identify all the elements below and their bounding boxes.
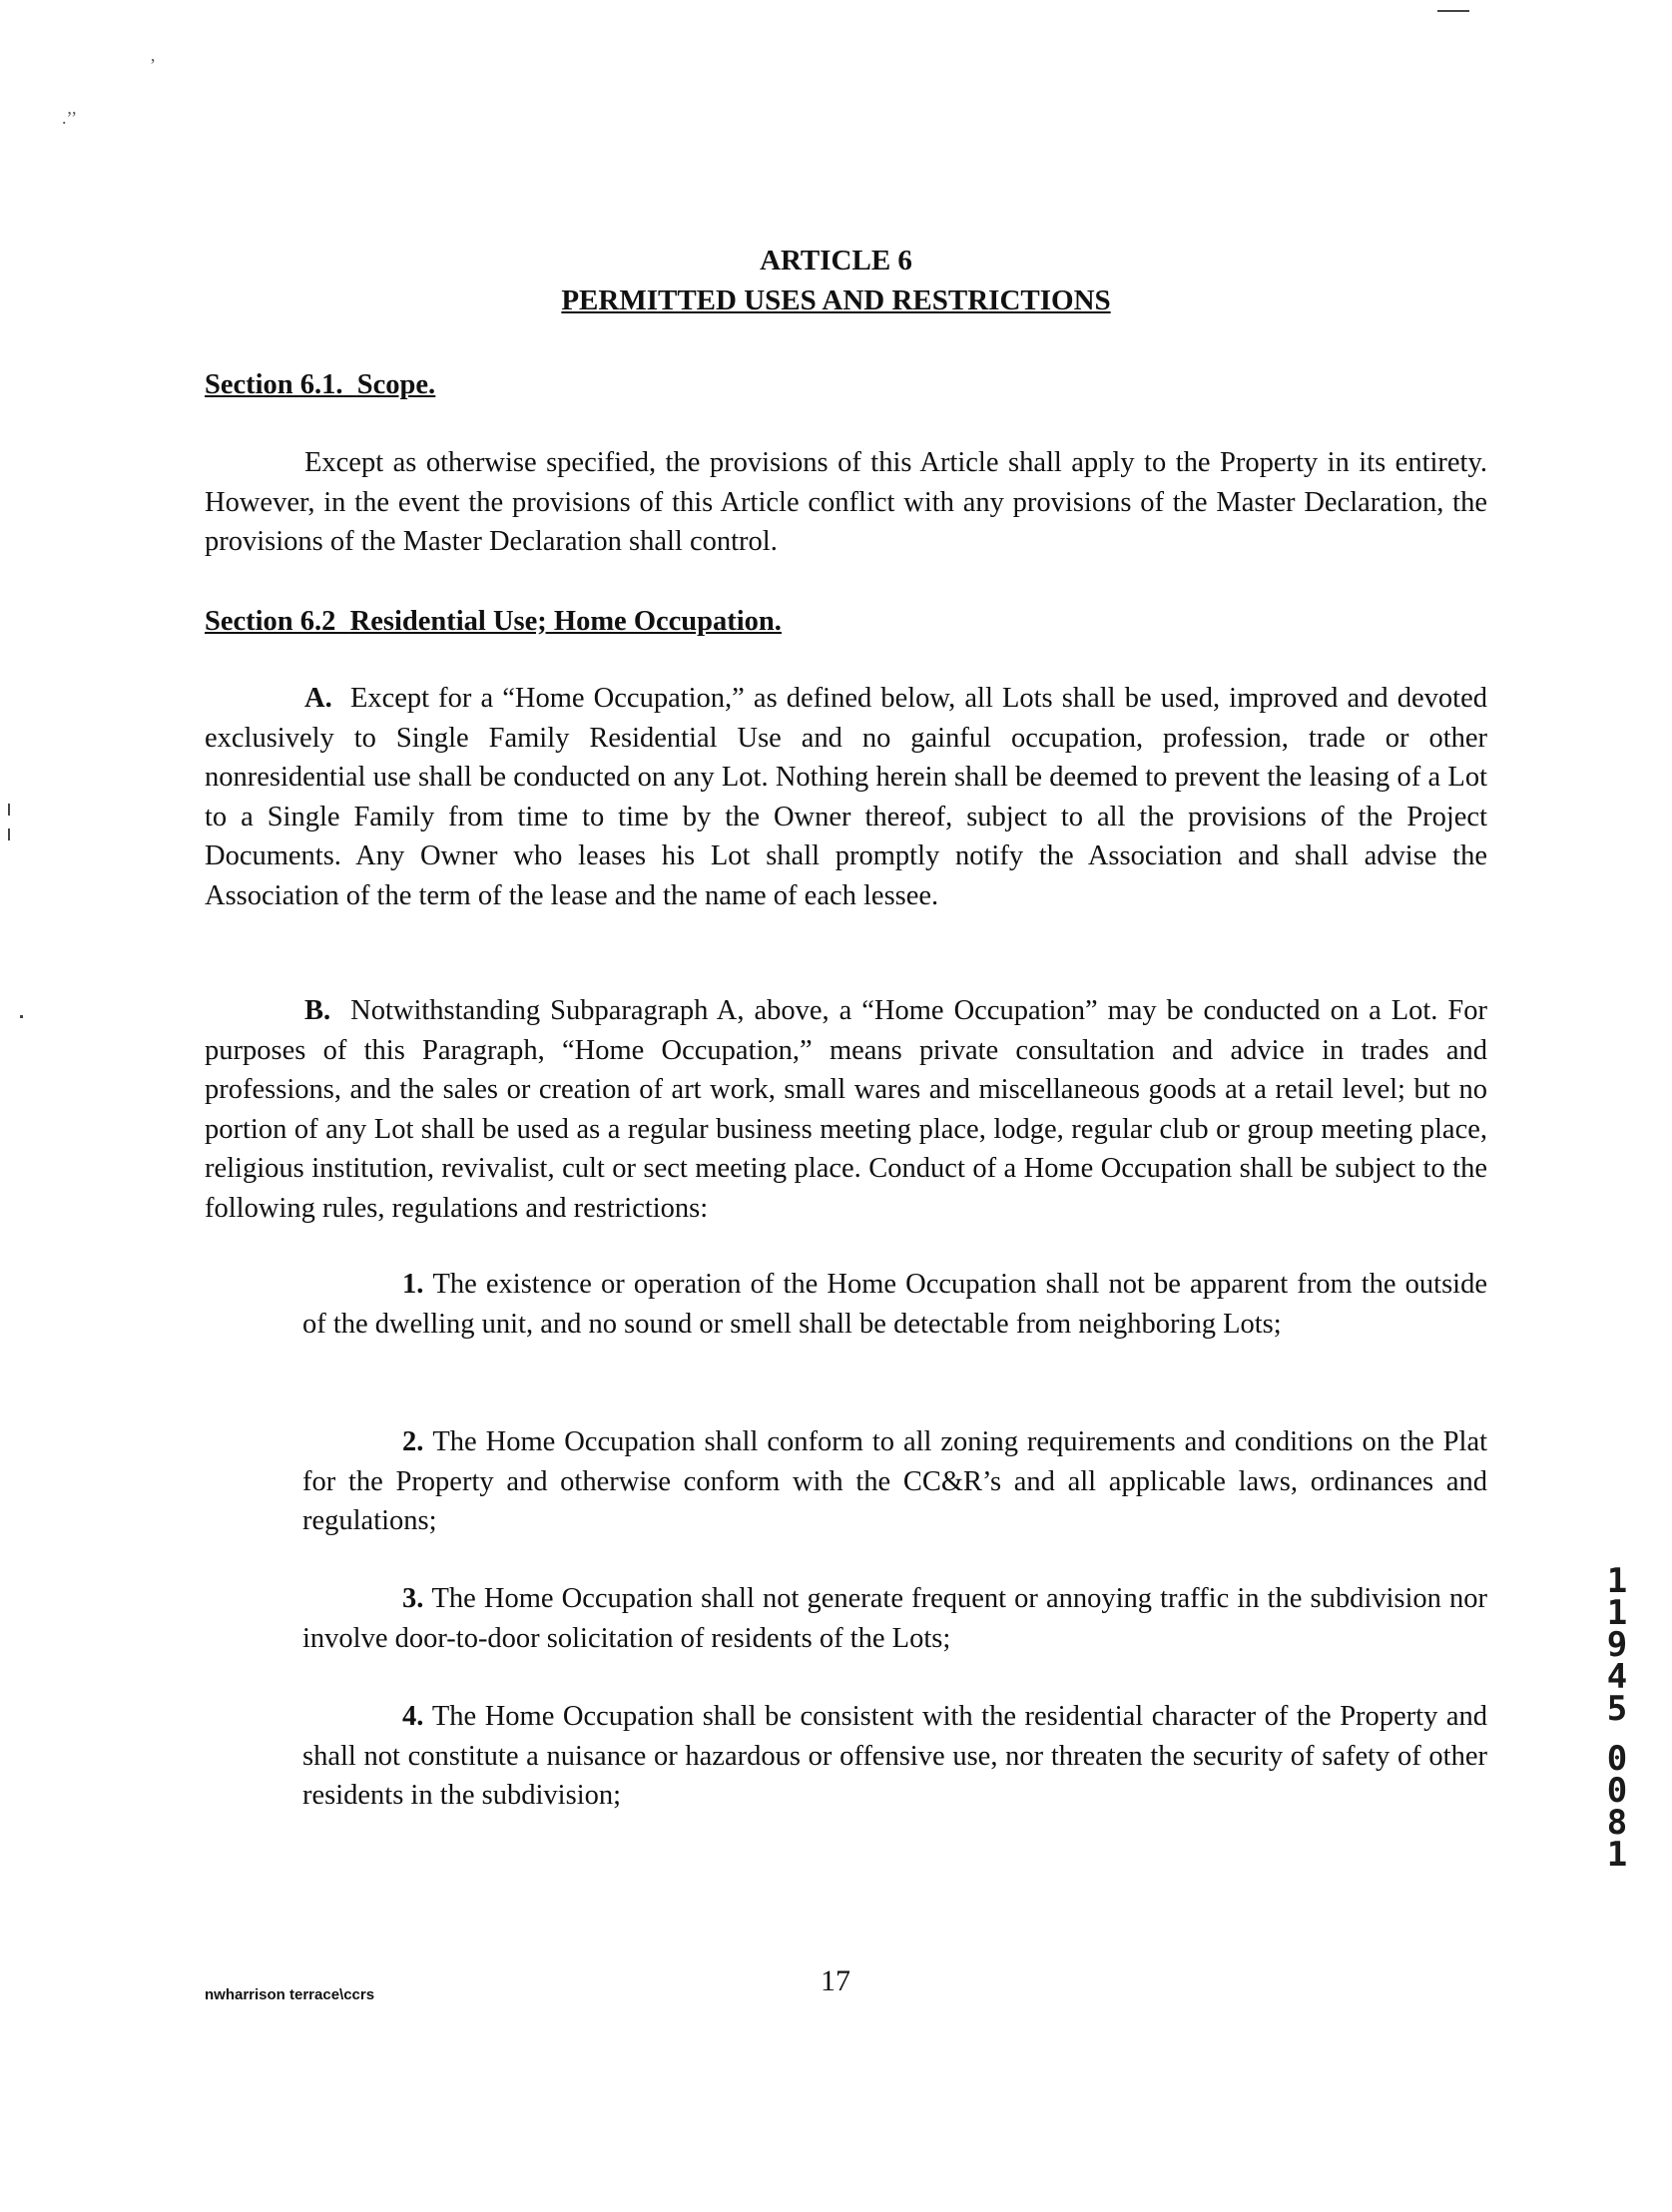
list-item bbox=[302, 1697, 1487, 1816]
list-item-label: 2. bbox=[402, 1426, 424, 1457]
paragraph-b bbox=[205, 991, 1487, 1228]
section-6-1-heading bbox=[205, 369, 435, 401]
list-item bbox=[302, 1422, 1487, 1541]
list-item-text: The Home Occupation shall not generate frequent or annoying traffic in the subdivision nor involve door-to-door solicitation of residents of the Lots; bbox=[302, 1583, 1488, 1654]
scan-speck: .’’ bbox=[62, 108, 78, 128]
section-6-1-paragraph bbox=[205, 443, 1487, 562]
stamp-digit: 1 bbox=[1606, 1561, 1628, 1601]
section-6-2-heading bbox=[205, 606, 782, 638]
paragraph-a bbox=[205, 679, 1487, 915]
article-title-text: PERMITTED USES AND RESTRICTIONS bbox=[561, 284, 1111, 316]
list-item bbox=[302, 1265, 1487, 1344]
paragraph-b-label: B. bbox=[304, 995, 331, 1026]
section-number: Section 6.1. bbox=[205, 369, 343, 400]
section-title: Scope. bbox=[356, 369, 436, 400]
section-number: Section 6.2 bbox=[205, 606, 336, 637]
paragraph-b-text: Notwithstanding Subparagraph A, above, a “Home Occupation” may be conducted on a Lot. For purposes of this Paragraph, “Home Occupation,” means private consultation and advice in trades and professions, and the sales or creation of art work, small wares and miscellaneous goods at a retail level; but no portion of any Lot shall be used as a regular business meeting place, lodge, regular club or group meeting place, religious institution, revivalist, cult or sect meeting place. Conduct of a Home Occupation shall be subject to the following rules, regulations and restrictions: bbox=[205, 995, 1488, 1224]
stamp-digit: 5 bbox=[1606, 1689, 1628, 1729]
section-title: Residential Use; Home Occupation. bbox=[349, 606, 782, 637]
margin-mark bbox=[8, 804, 10, 816]
scan-speck: ’ bbox=[150, 55, 156, 75]
stamp-digit: 0 bbox=[1606, 1771, 1628, 1811]
list-item-label: 4. bbox=[402, 1701, 424, 1732]
list-item bbox=[302, 1579, 1487, 1658]
recording-stamp bbox=[1602, 1561, 1632, 1875]
list-item-text: The Home Occupation shall conform to all zoning requirements and conditions on the Plat for the Property and otherwise conform with the CC&R’s and all applicable laws, ordinances and regulations; bbox=[302, 1426, 1488, 1536]
paragraph-text: Except as otherwise specified, the provisions of this Article shall apply to the Property in its entirety. However, in the event the provisions of this Article conflict with any provisions of the Master Declaration, the provisions of the Master Declaration shall control. bbox=[205, 447, 1487, 557]
paragraph-a-text: Except for a “Home Occupation,” as defined below, all Lots shall be used, improved and devoted exclusively to Single Family Residential Use and no gainful occupation, profession, trade or other nonresidential use shall be conducted on any Lot. Nothing herein shall be deemed to prevent the leasing of a Lot to a Single Family from time to time by the Owner thereof, subject to all the provisions of the Project Documents. Any Owner who leases his Lot shall promptly notify the Association and shall advise the Association of the term of the lease and the name of each lessee. bbox=[205, 683, 1487, 911]
list-item-label: 3. bbox=[402, 1583, 424, 1614]
article-title bbox=[0, 284, 1672, 317]
stamp-digit: 9 bbox=[1606, 1625, 1628, 1665]
article-number: ARTICLE 6 bbox=[760, 245, 912, 276]
margin-mark bbox=[8, 829, 10, 840]
paragraph-a-label: A. bbox=[304, 683, 332, 714]
stamp-digit: 8 bbox=[1606, 1803, 1628, 1843]
margin-mark bbox=[20, 1015, 23, 1018]
stamp-digit: 1 bbox=[1606, 1593, 1628, 1633]
list-item-label: 1. bbox=[402, 1269, 424, 1300]
stamp-digit: 1 bbox=[1606, 1835, 1628, 1875]
page-number: 17 bbox=[821, 1964, 850, 1997]
stamp-digit: 0 bbox=[1606, 1739, 1628, 1779]
list-item-text: The existence or operation of the Home Occupation shall not be apparent from the outside of the dwelling unit, and no sound or smell shall be detectable from neighboring Lots; bbox=[302, 1269, 1488, 1340]
list-item-text: The Home Occupation shall be consistent with the residential character of the Property and shall not constitute a nuisance or hazardous or offensive use, nor threaten the security of safety of other residents in the subdivision; bbox=[302, 1701, 1488, 1811]
stamp-digit: 4 bbox=[1606, 1657, 1628, 1697]
footer-file-path: nwharrison terrace\ccrs bbox=[205, 1986, 375, 2003]
top-edge-mark bbox=[1437, 10, 1469, 12]
